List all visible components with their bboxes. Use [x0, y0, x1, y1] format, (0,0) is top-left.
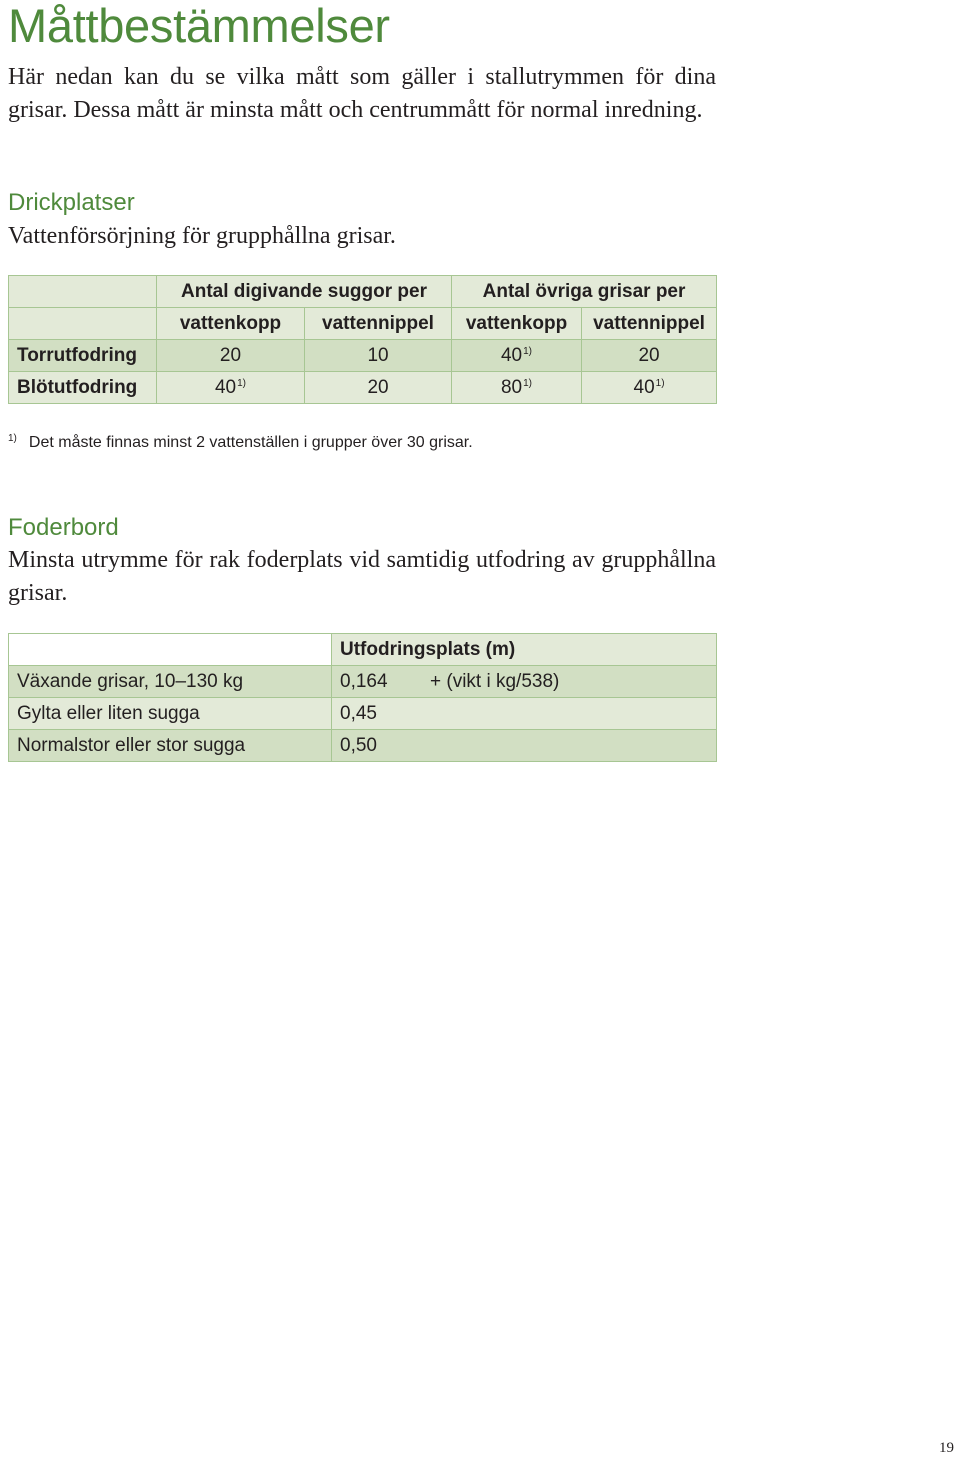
row-label: Gylta eller liten sugga — [9, 698, 332, 730]
drickplatser-subtitle: Vattenförsörjning för grupphållna grisar. — [8, 223, 396, 249]
formula-text: + (vikt i kg/538) — [430, 670, 560, 692]
row-label: Växande grisar, 10–130 kg — [9, 666, 332, 698]
cell-value: 80 — [500, 376, 523, 398]
table-cell — [582, 372, 717, 404]
table-row — [9, 666, 717, 698]
page-title: Måttbestämmelser — [8, 0, 390, 52]
table-cell: 20 — [582, 340, 717, 372]
intro-paragraph: Här nedan kan du se vilka mått som gäller i stallutrymmen för dina grisar. Dessa mått är minsta mått och centrummått för normal inredning. — [8, 64, 716, 123]
table-row — [9, 372, 717, 404]
row-label: Normalstor eller stor sugga — [9, 730, 332, 762]
table-cell — [452, 340, 582, 372]
table-row — [9, 340, 717, 372]
foderbord-table — [8, 633, 717, 762]
table-header-row — [9, 276, 717, 308]
footnote-mark: 1) — [8, 433, 17, 444]
foderbord-heading: Foderbord — [8, 514, 119, 541]
footnote-ref: 1) — [237, 377, 247, 389]
cell-value: 40 — [500, 344, 523, 366]
table-subheader-row — [9, 308, 717, 340]
drickplatser-table — [8, 275, 717, 404]
row-label: Blötutfodring — [9, 372, 157, 404]
empty-cell — [9, 276, 157, 308]
table-cell — [452, 372, 582, 404]
foderbord-subtitle: Minsta utrymme för rak foderplats vid samtidig utfodring av grupphållna grisar. — [8, 547, 716, 606]
group-header-suggor: Antal digivande suggor per — [157, 276, 452, 308]
subheader-cell: vattenkopp — [452, 308, 582, 340]
group-header-ovriga: Antal övriga grisar per — [452, 276, 717, 308]
cell-value: 40 — [214, 376, 237, 398]
page-number: 19 — [939, 1440, 954, 1456]
table-row — [9, 698, 717, 730]
table-cell — [157, 372, 305, 404]
table-header-row — [9, 634, 717, 666]
footnote-ref: 1) — [655, 377, 665, 389]
empty-cell — [9, 308, 157, 340]
row-label: Torrutfodring — [9, 340, 157, 372]
table-cell — [332, 666, 717, 698]
footnote-ref: 1) — [523, 345, 533, 357]
subheader-cell: vattennippel — [582, 308, 717, 340]
drickplatser-heading: Drickplatser — [8, 189, 135, 216]
footnote-ref: 1) — [523, 377, 533, 389]
table-row — [9, 730, 717, 762]
footnote — [8, 434, 473, 452]
table-cell: 20 — [305, 372, 452, 404]
column-header: Utfodringsplats (m) — [332, 634, 717, 666]
table-cell: 0,45 — [332, 698, 717, 730]
table-cell: 0,50 — [332, 730, 717, 762]
table-cell: 10 — [305, 340, 452, 372]
footnote-text: Det måste finnas minst 2 vattenställen i grupper över 30 grisar. — [28, 434, 473, 451]
table-cell: 20 — [157, 340, 305, 372]
subheader-cell: vattenkopp — [157, 308, 305, 340]
subheader-cell: vattennippel — [305, 308, 452, 340]
empty-cell — [9, 634, 332, 666]
cell-value: 40 — [633, 376, 655, 398]
cell-value: 0,164 — [340, 670, 388, 692]
